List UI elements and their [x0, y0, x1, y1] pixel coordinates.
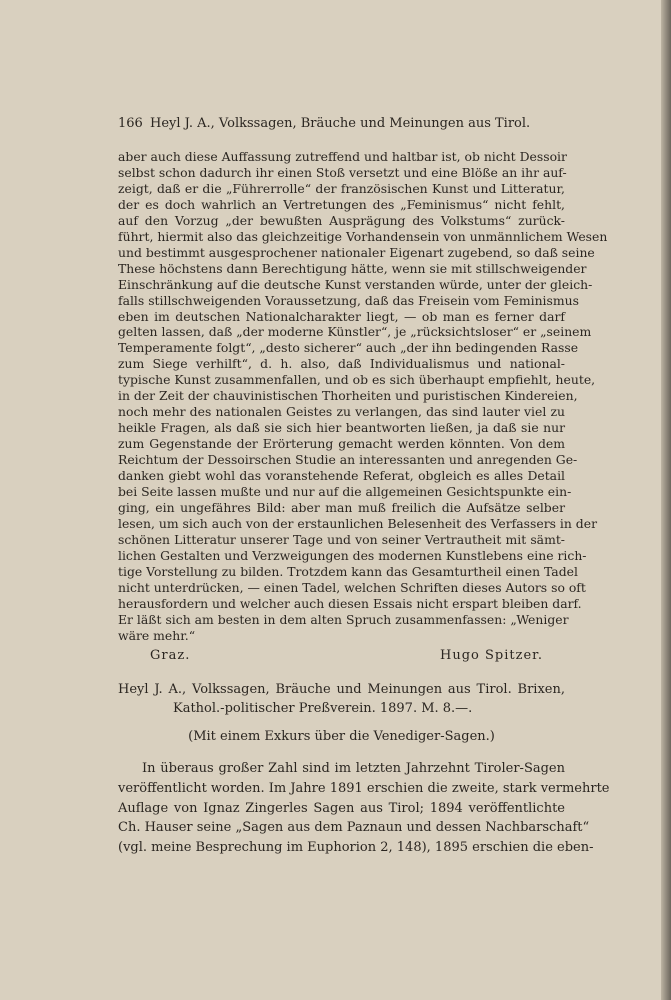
text-line: (vgl. meine Besprechung im Euphorion 2, 148), 1895 erschien die eben- [118, 840, 594, 856]
text-line: selbst schon dadurch ihr einen Stoß versetzt und eine Blöße an ihr auf- [118, 164, 567, 180]
text-line: Einschränkung auf die deutsche Kunst verstanden würde, unter der gleich- [118, 276, 593, 292]
text-line: veröffentlicht worden. Im Jahre 1891 erschien die zweite, stark vermehrte [118, 780, 610, 796]
text-line: lesen, um sich auch von der erstaunlichen Belesenheit des Verfassers in der [118, 515, 597, 531]
text-line: schönen Litteratur unserer Tage und von seiner Vertrautheit mit sämt- [118, 531, 565, 547]
text-line: ging, ein ungefähres Bild: aber man muß freilich die Aufsätze selber [118, 499, 565, 515]
text-line: Er läßt sich am besten in dem alten Spruch zusammenfassen: „Weniger [118, 611, 569, 627]
text-line: eben im deutschen Nationalcharakter liegt, — ob man es ferner darf [118, 308, 565, 324]
text-line: In überaus großer Zahl sind im letzten Jahrzehnt Tiroler-Sagen [142, 761, 565, 776]
text-line: der es doch wahrlich an Vertretungen des „Feminismus“ nicht fehlt, [118, 196, 565, 212]
text-line: zum Gegenstande der Erörterung gemacht werden könnten. Von dem [118, 436, 565, 452]
text-line: Auflage von Ignaz Zingerles Sagen aus Tirol; 1894 veröffentlichte [118, 800, 565, 816]
text-line: zeigt, daß er die „Führerrolle“ der französischen Kunst und Litteratur, [118, 180, 565, 196]
signature-author: Hugo Spitzer. [440, 648, 544, 663]
text-line: Reichtum der Dessoirschen Studie an interessanten und anregenden Ge- [118, 452, 578, 468]
text-line: danken giebt wohl das voranstehende Referat, obgleich es alles Detail [118, 468, 565, 483]
text-line: typische Kunst zusammenfallen, und ob es sich überhaupt empfiehlt, heute, [118, 372, 596, 388]
page-edge-shadow [661, 0, 671, 1000]
reference-line-2: Kathol.-politischer Preßverein. 1897. M. 8.—. [173, 701, 473, 716]
text-line: gelten lassen, daß „der moderne Künstler“, je „rücksichtsloser“ er „seinem [118, 324, 592, 340]
text-line: führt, hiermit also das gleichzeitige Vorhandensein von unmännlichem Wesen [118, 228, 608, 244]
text-line: Temperamente folgt“, „desto sicherer“ auch „der ihn bedingenden Rasse [118, 340, 579, 356]
text-line: These höchstens dann Berechtigung hätte, wenn sie mit stillschweigender [118, 260, 587, 276]
text-line: falls stillschweigenden Voraussetzung, daß das Freisein vom Feminismus [118, 292, 579, 308]
text-line: zum Siege verhilft“, d. h. also, daß Individualismus und national- [118, 356, 565, 372]
text-line: aber auch diese Auffassung zutreffend und haltbar ist, ob nicht Dessoir [118, 149, 567, 164]
running-header [118, 116, 565, 134]
text-line: herausfordern und welcher auch diesen Essais nicht erspart bleiben darf. [118, 595, 582, 611]
page-number: 166 [118, 116, 143, 131]
text-line: wäre mehr.“ [118, 627, 196, 643]
text-line: und bestimmt ausgesprochener nationaler Eigenart zugebend, so daß seine [118, 244, 595, 260]
reference-line-1: Heyl J. A., Volkssagen, Bräuche und Meinungen aus Tirol. Brixen, [118, 682, 565, 697]
text-line: heikle Fragen, als daß sie sich hier beantworten ließen, ja daß sie nur [118, 420, 565, 436]
text-line: noch mehr des nationalen Geistes zu verlangen, das sind lauter viel zu [118, 404, 565, 420]
text-line: auf den Vorzug „der bewußten Ausprägung des Volkstums“ zurück- [118, 212, 565, 228]
text-line: nicht unterdrücken, — einen Tadel, welchen Schriften dieses Autors so oft [118, 579, 586, 595]
signature-place: Graz. [150, 648, 191, 663]
text-line: lichen Gestalten und Verzweigungen des modernen Kunstlebens eine rich- [118, 547, 587, 563]
text-line: Ch. Hauser seine „Sagen aus dem Paznaun und dessen Nachbarschaft“ [118, 820, 590, 836]
running-title: Heyl J. A., Volkssagen, Bräuche und Meinungen aus Tirol. [150, 116, 531, 131]
text-line: in der Zeit der chauvinistischen Thorheiten und puristischen Kindereien, [118, 388, 578, 404]
text-line: tige Vorstellung zu bilden. Trotzdem kann das Gesamturtheil einen Tadel [118, 563, 578, 579]
reference-subtitle: (Mit einem Exkurs über die Venediger-Sagen.) [188, 729, 495, 744]
text-line: bei Seite lassen mußte und nur auf die allgemeinen Gesichtspunkte ein- [118, 483, 572, 499]
